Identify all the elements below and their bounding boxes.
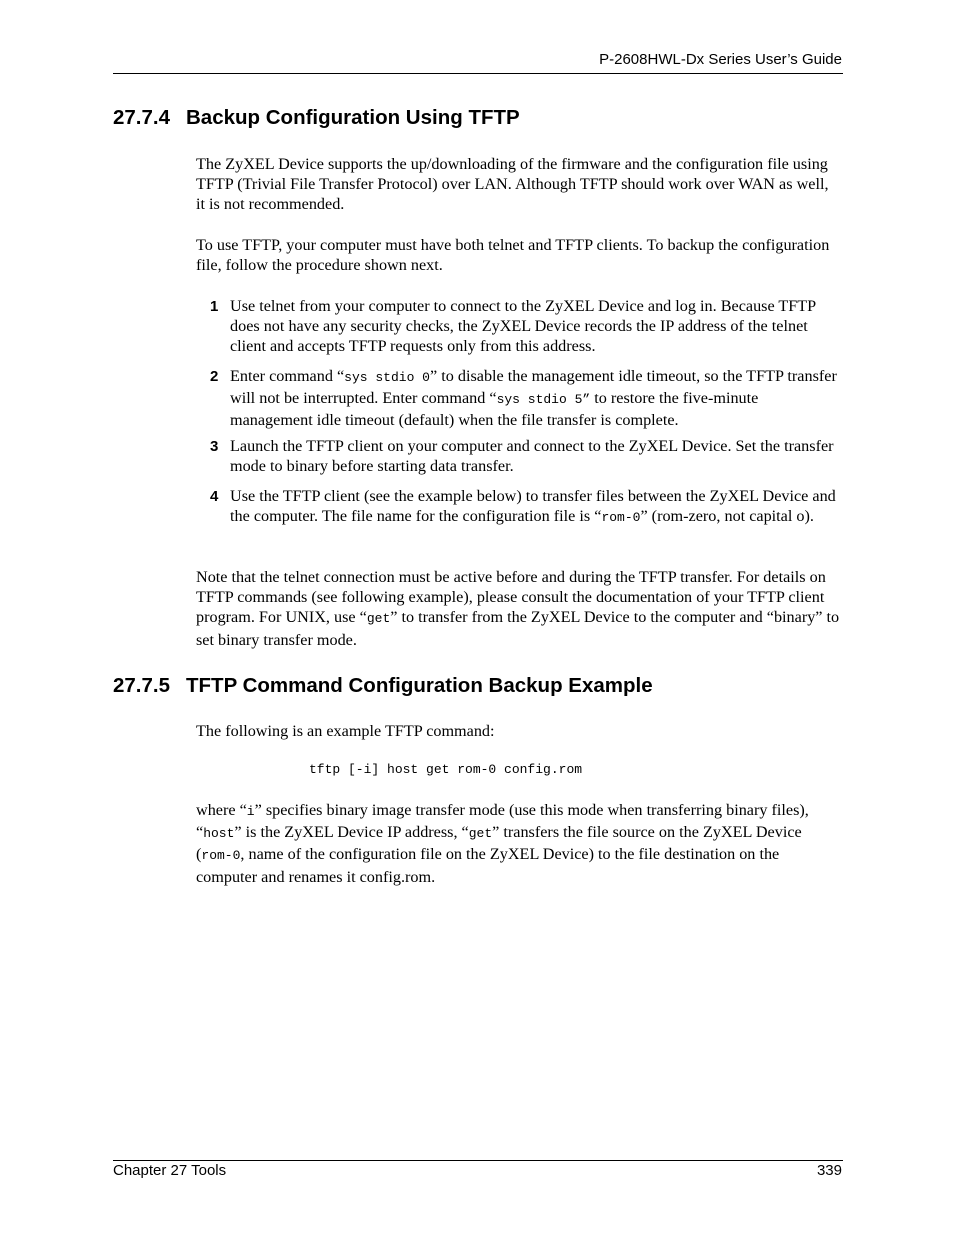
text-run: ” to disable the management idle timeout, so the TFTP transfer will not be interrupted. Enter command “	[230, 367, 837, 408]
step-item	[196, 436, 841, 476]
inline-code: host	[203, 826, 235, 842]
step-text	[230, 366, 841, 431]
section-number: 27.7.5	[113, 674, 170, 697]
section-heading-example	[113, 674, 653, 698]
running-header: P-2608HWL-Dx Series User’s Guide	[599, 51, 842, 68]
step-text	[230, 486, 841, 528]
requirements-paragraph: To use TFTP, your computer must have both telnet and TFTP clients. To backup the configuration file, follow the procedure shown next.	[196, 236, 830, 275]
step-item	[196, 366, 841, 431]
text-run: , name of the configuration file on the ZyXEL Device) to the file destination on the computer and renames it config.rom.	[196, 845, 780, 886]
footer-divider	[113, 1160, 843, 1161]
command-example: tftp [-i] host get rom-0 config.rom	[309, 762, 583, 777]
step-number: 3	[210, 438, 219, 455]
text-run: where “	[196, 801, 247, 819]
inline-code: rom-0	[601, 510, 641, 526]
text-run: ” (rom-zero, not capital o).	[640, 507, 814, 526]
inline-code: rom-0	[201, 848, 241, 864]
page-number: 339	[816, 1162, 842, 1179]
step-number: 2	[210, 368, 219, 385]
text-run: ” to transfer from the ZyXEL Device to the computer and “binary” to set binary transfer mode.	[196, 608, 840, 649]
step-number: 1	[210, 298, 219, 315]
step-text: Launch the TFTP client on your computer and connect to the ZyXEL Device. Set the transfer mode to binary before starting data transfer.	[230, 437, 834, 476]
section-number: 27.7.4	[113, 106, 170, 129]
text-run: Enter command “	[230, 367, 345, 385]
inline-code: i	[246, 804, 255, 819]
inline-code: sys stdio 0	[344, 370, 430, 385]
step-item	[196, 486, 841, 528]
text-run: ” is the ZyXEL Device IP address, “	[234, 823, 469, 842]
text-run: ” specifies binary image transfer mode (use this mode when transferring binary files), “	[196, 801, 809, 842]
text-run: to restore the five-minute management idle timeout (default) when the file transfer is complete.	[230, 389, 759, 430]
intro-paragraph: The ZyXEL Device supports the up/downloading of the firmware and the configuration file using TFTP (Trivial File Transfer Protocol) over LAN. Although TFTP should work over WAN as well, it is not recommended.	[196, 155, 829, 214]
section-title: Backup Configuration Using TFTP	[186, 106, 520, 129]
step-number: 4	[210, 488, 219, 505]
header-divider	[113, 73, 843, 74]
inline-code: get	[468, 826, 493, 842]
text-run: ” transfers the file source on the ZyXEL Device (	[196, 823, 802, 864]
inline-code: sys stdio 5”	[496, 392, 591, 408]
inline-code: get	[366, 611, 391, 627]
section-title: TFTP Command Configuration Backup Example	[186, 674, 653, 697]
explanation-paragraph	[196, 800, 841, 887]
step-item	[196, 296, 841, 357]
text-run: Note that the telnet connection must be active before and during the TFTP transfer. For details on TFTP commands (see following example), please consult the documentation of your TFTP client program. For UNIX, use “	[196, 568, 826, 627]
text-run: Use the TFTP client (see the example below) to transfer files between the ZyXEL Device and the computer. The file name for the configuration file is “	[230, 487, 836, 526]
section-heading-backup	[113, 106, 520, 130]
step-text: Use telnet from your computer to connect to the ZyXEL Device and log in. Because TFTP does not have any security checks, the ZyXEL Device records the IP address of the telnet client and accepts TFTP requests only from this address.	[230, 297, 816, 356]
example-intro-paragraph: The following is an example TFTP command:	[196, 722, 495, 740]
note-paragraph	[196, 567, 841, 650]
footer-chapter: Chapter 27 Tools	[113, 1162, 227, 1179]
